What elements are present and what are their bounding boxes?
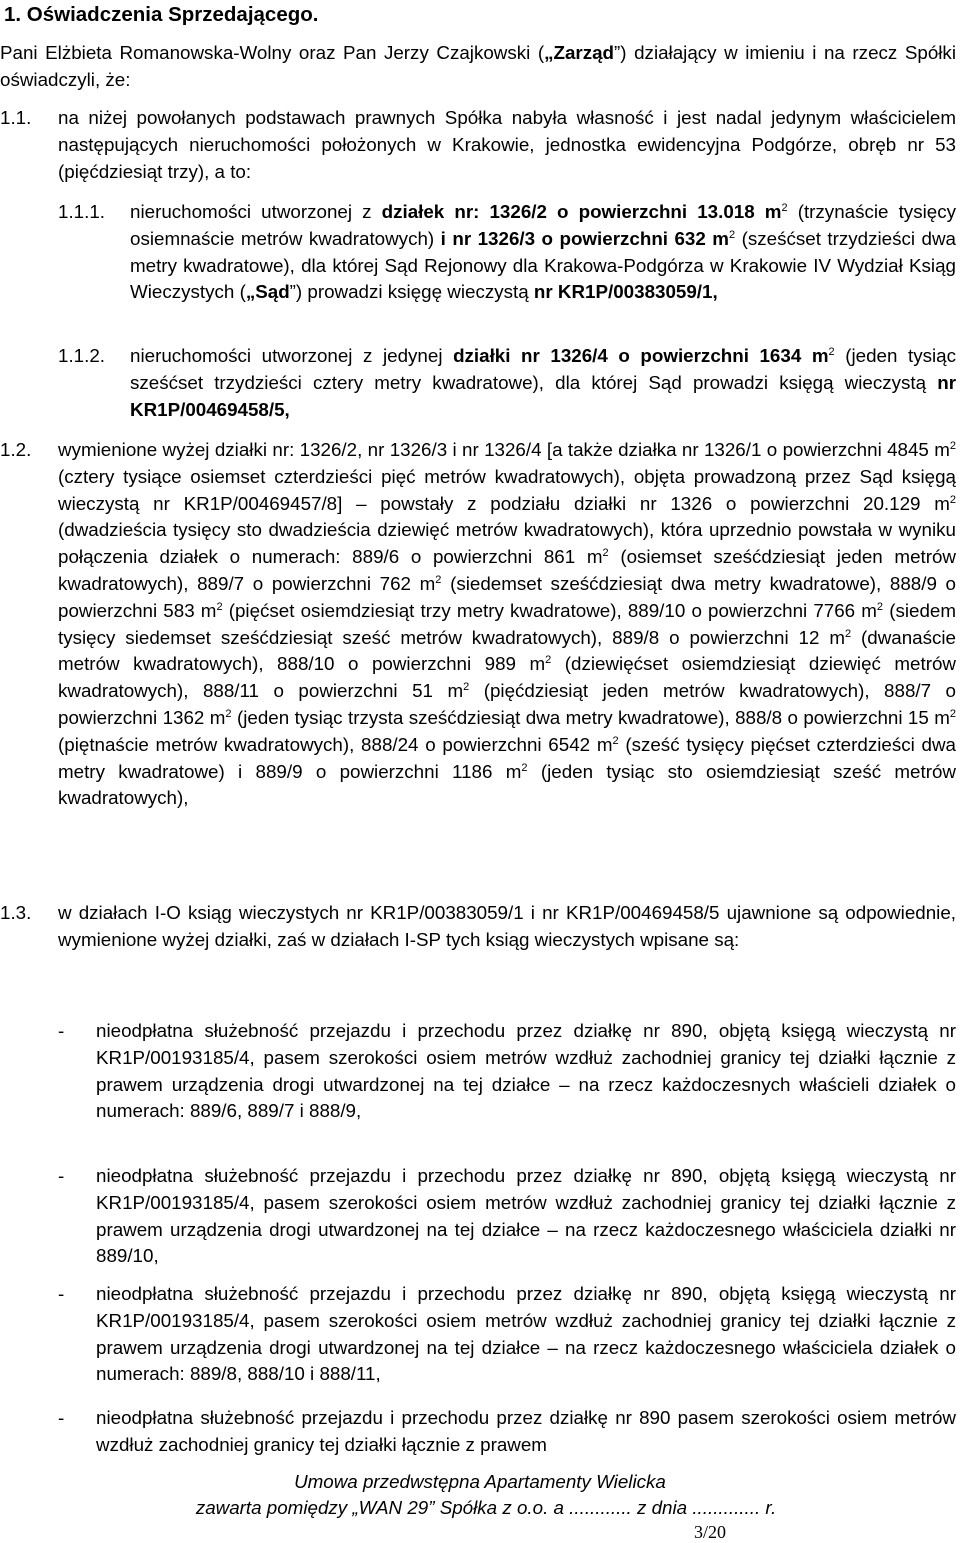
bold-run: i nr 1326/3 o powierzchni 632 m bbox=[440, 227, 729, 249]
bold-run: działek nr: 1326/2 o powierzchni 13.018 m bbox=[381, 201, 782, 222]
text-run: (pięćset osiemdziesiąt trzy metry kwadratowe), 889/10 o powierzchni 7766 m bbox=[222, 599, 877, 621]
superscript: 2 bbox=[828, 346, 835, 358]
footer-line-2: zawarta pomiędzy „WAN 29” Spółka z o.o. a ............ z dnia ............. r. bbox=[195, 1497, 777, 1518]
text-run: ”) prowadzi księgę wieczystą bbox=[289, 281, 534, 303]
section-heading: 1. Oświadczenia Sprzedającego. bbox=[4, 3, 319, 26]
item-text-1-1: na niżej powołanych podstawach prawnych Spółka nabyła własność i jest nadal jedynym właścicielem następujących nieruchomości położonych w Krakowie, jednostka ewidencyjna Podgórze, obręb nr 53 (pięćdziesiąt trzy), a to: bbox=[58, 107, 956, 182]
superscript: 2 bbox=[844, 627, 852, 640]
superscript: 2 bbox=[612, 734, 619, 747]
superscript: 2 bbox=[602, 547, 609, 560]
bold-run: „Sąd bbox=[245, 281, 290, 303]
bullet-item: nieodpłatna służebność przejazdu i przechodu przez działkę nr 890, objętą księgą wieczystą nr KR1P/00193185/4, pasem szerokości osiem metrów wzdłuż zachodniej granicy tej działki łącznie z prawem urządzenia drogi utwardzonej na tej działce – na rzecz każdoczesnego właściciela działek o numerach: 889/8, 888/10 i 888/11, bbox=[96, 1283, 956, 1385]
superscript: 2 bbox=[781, 202, 788, 214]
bullet-dash: - bbox=[58, 1165, 65, 1186]
bullet-item: nieodpłatna służebność przejazdu i przechodu przez działkę nr 890, objętą księgą wieczystą nr KR1P/00193185/4, pasem szerokości osiem metrów wzdłuż zachodniej granicy tej działki łącznie z prawem urządzenia drogi utwardzonej na tej działce – na rzecz każdoczesnego właściciela działki nr 889/10, bbox=[96, 1165, 956, 1267]
item-number-1-3: 1.3. bbox=[0, 902, 32, 923]
bullet-dash: - bbox=[58, 1283, 65, 1304]
bullet-dash: - bbox=[58, 1407, 65, 1428]
bullet-dash: - bbox=[58, 1020, 65, 1041]
superscript: 2 bbox=[545, 654, 552, 667]
text-run: (dwadzieścia tysięcy sto dwadzieścia dziewięć metrów kwadratowych), która uprzednio powstała w wyniku połączenia działek o numerach: 889/6 o powierzchni 861 m bbox=[58, 519, 956, 568]
item-text-1-3: w działach I-O ksiąg wieczystych nr KR1P/00383059/1 i nr KR1P/00469458/5 ujawnione są odpowiednie, wymienione wyżej działki, zaś w działach I-SP tych ksiąg wieczystych wpisane są: bbox=[58, 902, 956, 950]
item-number-1-1-2: 1.1.2. bbox=[58, 345, 105, 366]
intro-term: „Zarząd bbox=[544, 42, 615, 63]
text-run: nieruchomości utworzonej z bbox=[130, 201, 382, 222]
text-run: (siedemset sześćdziesiąt dwa metry kwadratowe), 888/9 o powierzchni 583 m bbox=[58, 572, 957, 621]
item-text-1-1-1 bbox=[130, 199, 956, 306]
text-run: (piętnaście metrów kwadratowych), 888/24 o powierzchni 6542 m bbox=[58, 733, 613, 755]
bullet-item: nieodpłatna służebność przejazdu i przechodu przez działkę nr 890 pasem szerokości osiem metrów wzdłuż zachodniej granicy tej działki łącznie z prawem bbox=[96, 1407, 956, 1455]
text-run: (siedem tysięcy siedemset sześćdziesiąt sześć metrów kwadratowych), 889/8 o powierzchni 12 m bbox=[58, 599, 956, 648]
item-number-1-2: 1.2. bbox=[0, 439, 32, 460]
text-run: nieruchomości utworzonej z jedynej bbox=[130, 345, 454, 366]
intro-text-end: ”) działający w imieniu i na rzecz Spółki oświadczyli, że: bbox=[0, 42, 956, 90]
superscript: 2 bbox=[521, 761, 528, 774]
text-run: (sześć tysięcy pięćset czterdzieści dwa metry kwadratowe) i 889/9 o powierzchni 1186 m bbox=[58, 733, 956, 782]
bullet-item: nieodpłatna służebność przejazdu i przechodu przez działkę nr 890, objętą księgą wieczystą nr KR1P/00193185/4, pasem szerokości osiem metrów wzdłuż zachodniej granicy tej działki łącznie z prawem urządzenia drogi utwardzonej na tej działce – na rzecz każdoczesnych właścieli działek o numerach: 889/6, 889/7 i 888/9, bbox=[96, 1020, 956, 1122]
text-run: (sześćset trzydzieści dwa metry kwadratowe), dla której Sąd Rejonowy dla Krakowa-Podgórza w Krakowie IV Wydział Ksiąg Wieczystych ( bbox=[130, 227, 956, 303]
text-run: (pięćdziesiąt jeden metrów kwadratowych), 888/7 o powierzchni 1362 m bbox=[58, 680, 956, 728]
superscript: 2 bbox=[463, 681, 470, 694]
superscript: 2 bbox=[949, 440, 956, 452]
text-run: (osiemset sześćdziesiąt jeden metrów kwadratowych), 889/7 o powierzchni 762 m bbox=[58, 546, 956, 594]
bold-run: nr KR1P/00383059/1, bbox=[533, 281, 718, 303]
text-run: (dziewięćset osiemdziesiąt dziewięć metrów kwadratowych), 888/11 o powierzchni 51 m bbox=[58, 653, 956, 702]
bold-run: nr KR1P/00469458/5, bbox=[130, 371, 956, 420]
text-run: (jeden tysiąc trzysta sześćdziesiąt dwa metry kwadratowe), 888/8 o powierzchni 15 m bbox=[231, 706, 950, 728]
item-number-1-1-1: 1.1.1. bbox=[58, 201, 105, 222]
footer-line-1: Umowa przedwstępna Apartamenty Wielicka bbox=[294, 1471, 666, 1492]
superscript: 2 bbox=[216, 600, 223, 613]
superscript: 2 bbox=[729, 228, 736, 241]
bold-run: działki nr 1326/4 o powierzchni 1634 m bbox=[453, 345, 829, 366]
superscript: 2 bbox=[876, 600, 884, 613]
superscript: 2 bbox=[435, 573, 442, 586]
item-text-1-2 bbox=[58, 437, 956, 812]
text-run: (dwanaście metrów kwadratowych), 888/10 o powierzchni 989 m bbox=[58, 626, 956, 675]
item-number-1-1: 1.1. bbox=[0, 107, 32, 128]
superscript: 2 bbox=[949, 493, 956, 506]
superscript: 2 bbox=[949, 707, 956, 720]
intro-paragraph bbox=[0, 40, 956, 94]
text-run: (trzynaście tysięcy osiemnaście metrów kwadratowych) bbox=[130, 201, 956, 249]
intro-text: Pani Elżbieta Romanowska-Wolny oraz Pan Jerzy Czajkowski ( bbox=[0, 42, 545, 63]
page-number: 3/20 bbox=[693, 1522, 726, 1542]
item-text-1-1-2 bbox=[130, 343, 956, 423]
text-run: (jeden tysiąc sześćset trzydzieści cztery metry kwadratowe), dla której Sąd prowadzi księgą wieczystą bbox=[130, 345, 956, 393]
text-run: (cztery tysiące osiemset czterdzieści pięć metrów kwadratowych), objęta prowadzoną przez Sąd księgą wieczystą nr KR1P/00469457/8] – powstały z podziału działki nr 1326 o powierzchni 20.129 m bbox=[58, 465, 956, 514]
superscript: 2 bbox=[225, 707, 232, 720]
text-run: wymienione wyżej działki nr: 1326/2, nr 1326/3 i nr 1326/4 [a także działka nr 1326/1 o powierzchni 4845 m bbox=[58, 439, 950, 460]
text-run: (jeden tysiąc sto osiemdziesiąt sześć metrów kwadratowych), bbox=[58, 760, 956, 809]
